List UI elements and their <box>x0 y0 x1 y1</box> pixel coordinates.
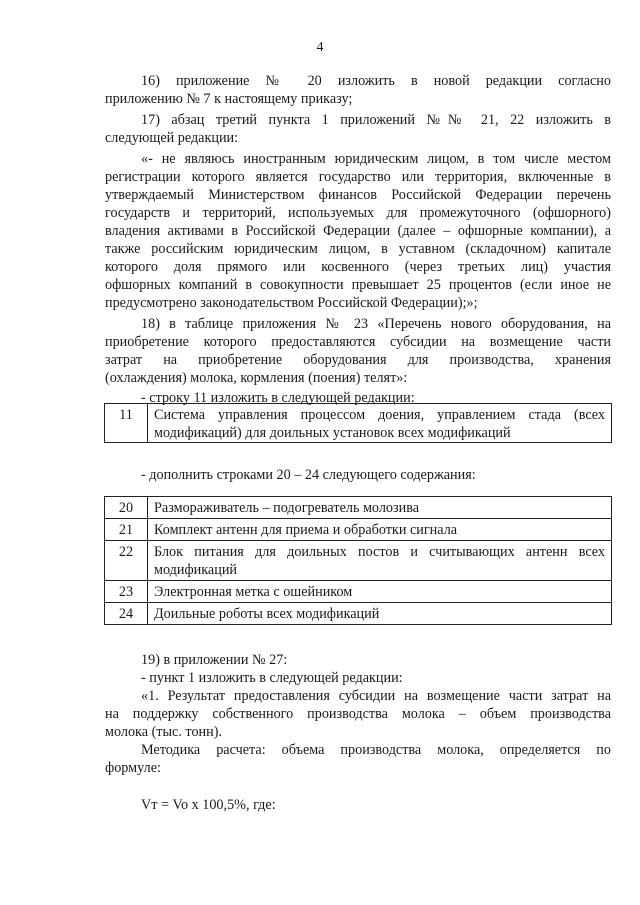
quote-line-7: которого доля прямого или косвенного (через третьих лиц) участия <box>105 259 611 275</box>
row-number: 11 <box>105 404 148 443</box>
rows-20-24-intro: - дополнить строками 20 – 24 следующего содержания: <box>141 467 476 483</box>
row-text: Электронная метка с ошейником <box>148 581 612 603</box>
quote-line-6: также российским юридическим лицом, в уставном (складочном) капитале <box>105 241 611 257</box>
quote2-line-2: на поддержку собственного производства молока – объем производства <box>105 706 611 722</box>
item-17-line-2: следующей редакции: <box>105 130 239 146</box>
replacement-table <box>104 403 612 443</box>
item-18-line-2: приобретение которого предоставляются субсидии на возмещение части <box>105 334 611 350</box>
method-line-1: Методика расчета: объема производства молока, определяется по <box>141 742 611 758</box>
item-18-line-3: затрат на приобретение оборудования для производства, хранения <box>105 352 611 368</box>
additions-table <box>104 496 612 625</box>
row-number: 23 <box>105 581 148 603</box>
quote-line-9: предусмотрено законодательством Российской Федерации);»; <box>105 295 478 311</box>
quote2-line-3: молока (тыс. тонн). <box>105 724 222 740</box>
item-17-line-1: 17) абзац третий пункта 1 приложений №№ 21, 22 изложить в <box>141 112 611 128</box>
quote-line-4: государств и территорий, используемых для промежуточного (офшорного) <box>105 205 611 221</box>
quote-line-5: владения активами в Российской Федерации (далее – офшорные компании), а <box>105 223 611 239</box>
row-11-intro: - строку 11 изложить в следующей редакции: <box>141 390 415 406</box>
quote-line-8: офшорных компаний в совокупности превышает 25 процентов (если иное не <box>105 277 611 293</box>
row-text: Размораживатель – подогреватель молозива <box>148 497 612 519</box>
row-number: 22 <box>105 541 148 581</box>
item-19-line: 19) в приложении № 27: <box>141 652 288 668</box>
formula: Vт = Vo х 100,5%, где: <box>141 797 276 813</box>
item-16-line-2: приложению № 7 к настоящему приказу; <box>105 91 353 107</box>
item-18-line-4: (охлаждения) молока, кормления (поения) телят»: <box>105 370 408 386</box>
table-row <box>105 603 612 625</box>
row-number: 24 <box>105 603 148 625</box>
row-text: Комплект антенн для приема и обработки сигнала <box>148 519 612 541</box>
table-row <box>105 497 612 519</box>
table-row <box>105 404 612 443</box>
row-text: Система управления процессом доения, управлением стада (всех модификаций) для доильных установок всех модификаций <box>148 404 612 443</box>
quote-line-1: «- не являюсь иностранным юридическим лицом, в том числе местом <box>141 151 611 167</box>
item-19-point: - пункт 1 изложить в следующей редакции: <box>141 670 403 686</box>
row-text: Блок питания для доильных постов и считывающих антенн всех модификаций <box>148 541 612 581</box>
row-number: 21 <box>105 519 148 541</box>
quote-line-3: утверждаемый Министерством финансов Российской Федерации перечень <box>105 187 611 203</box>
row-number: 20 <box>105 497 148 519</box>
table-row <box>105 519 612 541</box>
page-number: 4 <box>316 40 324 55</box>
table-row <box>105 581 612 603</box>
item-18-line-1: 18) в таблице приложения № 23 «Перечень нового оборудования, на <box>141 316 611 332</box>
method-line-2: формуле: <box>105 760 161 776</box>
table-row <box>105 541 612 581</box>
quote2-line-1: «1. Результат предоставления субсидии на возмещение части затрат на <box>141 688 611 704</box>
item-16-line-1: 16) приложение № 20 изложить в новой редакции согласно <box>141 73 611 89</box>
row-text: Доильные роботы всех модификаций <box>148 603 612 625</box>
quote-line-2: регистрации которого является государство или территория, включенные в <box>105 169 611 185</box>
